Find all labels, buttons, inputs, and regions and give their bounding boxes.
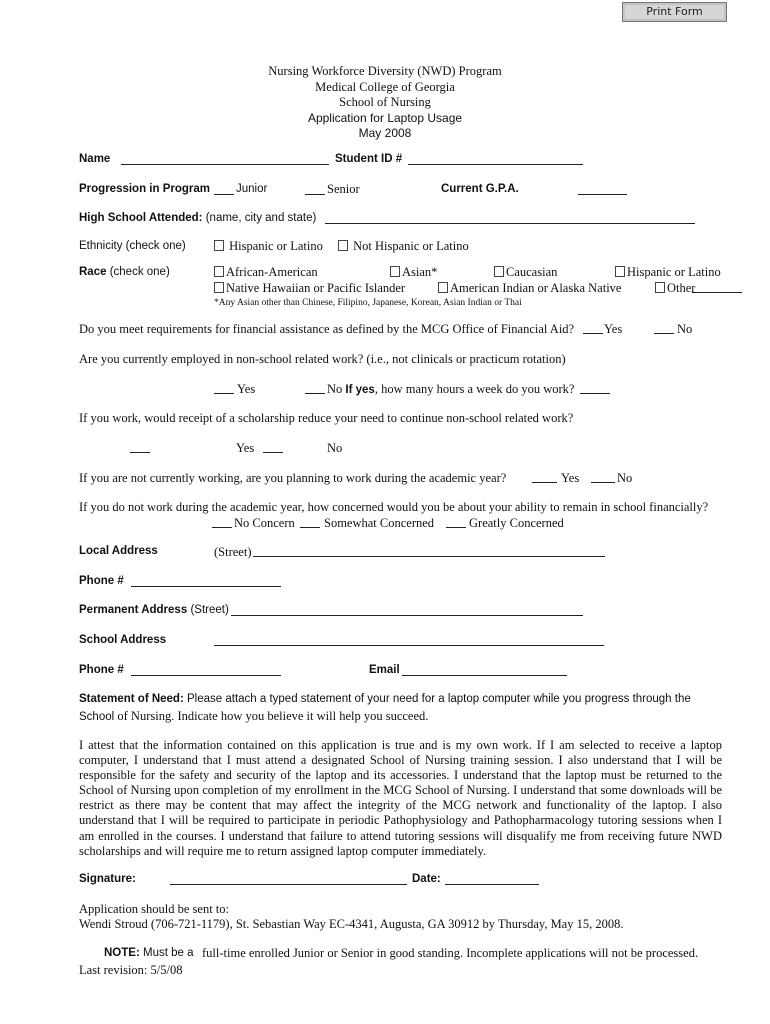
note-text: full-time enrolled Junior or Senior in good standing. Incomplete applications will not be processed. xyxy=(202,946,699,960)
header-program: Nursing Workforce Diversity (NWD) Program xyxy=(268,64,502,78)
local-address-label: Local Address xyxy=(79,545,158,557)
q2-hours-field[interactable] xyxy=(580,382,610,394)
q2-yes-blank[interactable] xyxy=(214,382,234,394)
race-african-american[interactable]: African-American xyxy=(214,265,318,280)
local-address-field[interactable] xyxy=(253,545,605,557)
statement-text: Please attach a typed statement of your need for a laptop computer while you progress through the xyxy=(187,693,691,705)
q5-somewhat-blank[interactable] xyxy=(300,516,320,528)
q3-yes-label: Yes xyxy=(236,441,255,455)
header-title: Application for Laptop Usage xyxy=(307,111,463,125)
q2-if-yes: If yes xyxy=(345,384,375,396)
q5-somewhat: Somewhat Concerned xyxy=(324,516,435,530)
permanent-address-label: Permanent Address xyxy=(79,604,188,616)
high-school-label: High School Attended: xyxy=(79,212,203,224)
send-to-address: Wendi Stroud (706-721-1179), St. Sebastian Way EC-4341, Augusta, GA 30912 by Thursday, May 15, 2008. xyxy=(79,917,624,931)
race-hint: (check one) xyxy=(109,266,170,278)
q1-yes-label: Yes xyxy=(604,322,623,336)
print-form-button[interactable]: Print Form xyxy=(622,2,727,22)
q4-no-label: No xyxy=(617,471,633,485)
q3-no-label: No xyxy=(327,441,343,455)
checkbox-icon[interactable] xyxy=(214,240,224,251)
signature-label: Signature: xyxy=(79,873,136,885)
last-revision: Last revision: 5/5/08 xyxy=(79,963,183,977)
q1-yes-blank[interactable] xyxy=(583,322,603,334)
ethnicity-not-hispanic[interactable]: Not Hispanic or Latino xyxy=(338,239,469,254)
q1-no-label: No xyxy=(677,322,693,336)
question-concern: If you do not work during the academic year, how concerned would you be about your ability to remain in school financially? xyxy=(79,500,709,514)
checkbox-icon[interactable] xyxy=(438,282,448,293)
checkbox-icon[interactable] xyxy=(655,282,665,293)
race-other[interactable]: Other xyxy=(655,281,695,296)
name-field[interactable] xyxy=(121,153,329,165)
q4-yes-blank[interactable] xyxy=(532,471,557,483)
high-school-hint: (name, city and state) xyxy=(205,212,317,224)
q1-no-blank[interactable] xyxy=(654,322,674,334)
student-id-field[interactable] xyxy=(408,153,583,165)
question-plan-to-work: If you are not currently working, are you planning to work during the academic year? xyxy=(79,471,507,485)
question-financial-aid: Do you meet requirements for financial assistance as defined by the MCG Office of Financial Aid? xyxy=(79,322,575,336)
phone2-field[interactable] xyxy=(131,664,281,676)
date-label: Date: xyxy=(412,873,441,885)
q2-hours-text: , how many hours a week do you work? xyxy=(374,382,575,396)
date-field[interactable] xyxy=(445,873,539,885)
race-native-hawaiian[interactable]: Native Hawaiian or Pacific Islander xyxy=(214,281,405,296)
phone2-label: Phone # xyxy=(79,664,124,676)
checkbox-icon[interactable] xyxy=(214,266,224,277)
local-street-label: (Street) xyxy=(214,545,252,559)
header-school: School of Nursing xyxy=(339,95,431,109)
checkbox-icon[interactable] xyxy=(390,266,400,277)
permanent-address-field[interactable] xyxy=(231,604,583,616)
checkbox-icon[interactable] xyxy=(494,266,504,277)
q5-no-concern: No Concern xyxy=(234,516,295,530)
checkbox-icon[interactable] xyxy=(214,282,224,293)
statement-school: School xyxy=(79,711,115,723)
gpa-field[interactable] xyxy=(578,183,627,195)
header-college: Medical College of Georgia xyxy=(315,80,455,94)
senior-blank[interactable] xyxy=(305,183,325,195)
q5-no-concern-blank[interactable] xyxy=(212,516,232,528)
statement-label: Statement of Need: xyxy=(79,693,184,705)
race-hispanic[interactable]: Hispanic or Latino xyxy=(615,265,721,280)
race-caucasian[interactable]: Caucasian xyxy=(494,265,557,280)
attestation-paragraph: I attest that the information contained on this application is true and is my own work. If I am selected to receive a laptop computer, I understand that I must attend a designated School of Nursing training session. I also understand that I will be responsible for the safety and security of the laptop and its accessories. I understand that the laptop must be returned to the School of Nursing upon completion of my enrollment in the MCG School of Nursing. I understand that some downloads will be restrict as there may be content that may affect the integrity of the MCG network and functionality of the laptop. I also understand that I will be required to participate in periodic Pathophysiology and Pathopharmacology tutoring sessions when I am enrolled in the courses. I understand that failure to attend tutoring sessions will disqualify me from receiving future NWD scholarships and will require me to return assigned laptop computer immediately. xyxy=(79,738,722,858)
race-asian[interactable]: Asian* xyxy=(390,265,437,280)
question-scholarship: If you work, would receipt of a scholarship reduce your need to continue non-school related work? xyxy=(79,411,574,425)
send-to-heading: Application should be sent to: xyxy=(79,902,229,916)
high-school-field[interactable] xyxy=(325,212,695,224)
email-label: Email xyxy=(369,664,400,676)
school-address-field[interactable] xyxy=(214,634,604,646)
junior-blank[interactable] xyxy=(214,183,234,195)
asian-footnote: *Any Asian other than Chinese, Filipino, Japanese, Korean, Asian Indian or Thai xyxy=(214,298,522,308)
q2-yes-label: Yes xyxy=(237,382,256,396)
note-label: NOTE: xyxy=(104,947,140,959)
race-other-field[interactable] xyxy=(692,281,742,293)
note-must-be: Must be a xyxy=(142,947,194,959)
statement-text-2: of Nursing. Indicate how you believe it will help you succeed. xyxy=(117,709,429,723)
senior-label: Senior xyxy=(327,182,360,196)
q4-yes-label: Yes xyxy=(561,471,580,485)
phone-label: Phone # xyxy=(79,575,124,587)
progression-label: Progression in Program xyxy=(79,183,211,195)
q3-no-blank[interactable] xyxy=(263,441,283,453)
school-address-label: School Address xyxy=(79,634,167,646)
name-label: Name xyxy=(79,153,111,165)
ethnicity-label: Ethnicity (check one) xyxy=(79,240,186,252)
question-employed: Are you currently employed in non-school related work? (i.e., not clinicals or practicum rotation) xyxy=(79,352,566,366)
student-id-label: Student ID # xyxy=(335,153,403,165)
q2-no-label: No xyxy=(327,382,343,396)
race-label: Race xyxy=(79,266,107,278)
checkbox-icon[interactable] xyxy=(338,240,348,251)
q5-greatly-blank[interactable] xyxy=(446,516,466,528)
q4-no-blank[interactable] xyxy=(591,471,615,483)
q5-greatly: Greatly Concerned xyxy=(469,516,564,530)
header-date: May 2008 xyxy=(358,126,412,140)
q2-no-blank[interactable] xyxy=(305,382,325,394)
signature-field[interactable] xyxy=(170,873,407,885)
permanent-street-label: (Street) xyxy=(190,604,229,616)
ethnicity-hispanic[interactable]: Hispanic or Latino xyxy=(214,239,323,254)
q3-yes-blank[interactable] xyxy=(130,441,150,453)
gpa-label: Current G.P.A. xyxy=(441,183,519,195)
email-field[interactable] xyxy=(402,664,567,676)
phone-field[interactable] xyxy=(131,575,281,587)
race-american-indian[interactable]: American Indian or Alaska Native xyxy=(438,281,621,296)
checkbox-icon[interactable] xyxy=(615,266,625,277)
junior-label: Junior xyxy=(236,183,268,195)
